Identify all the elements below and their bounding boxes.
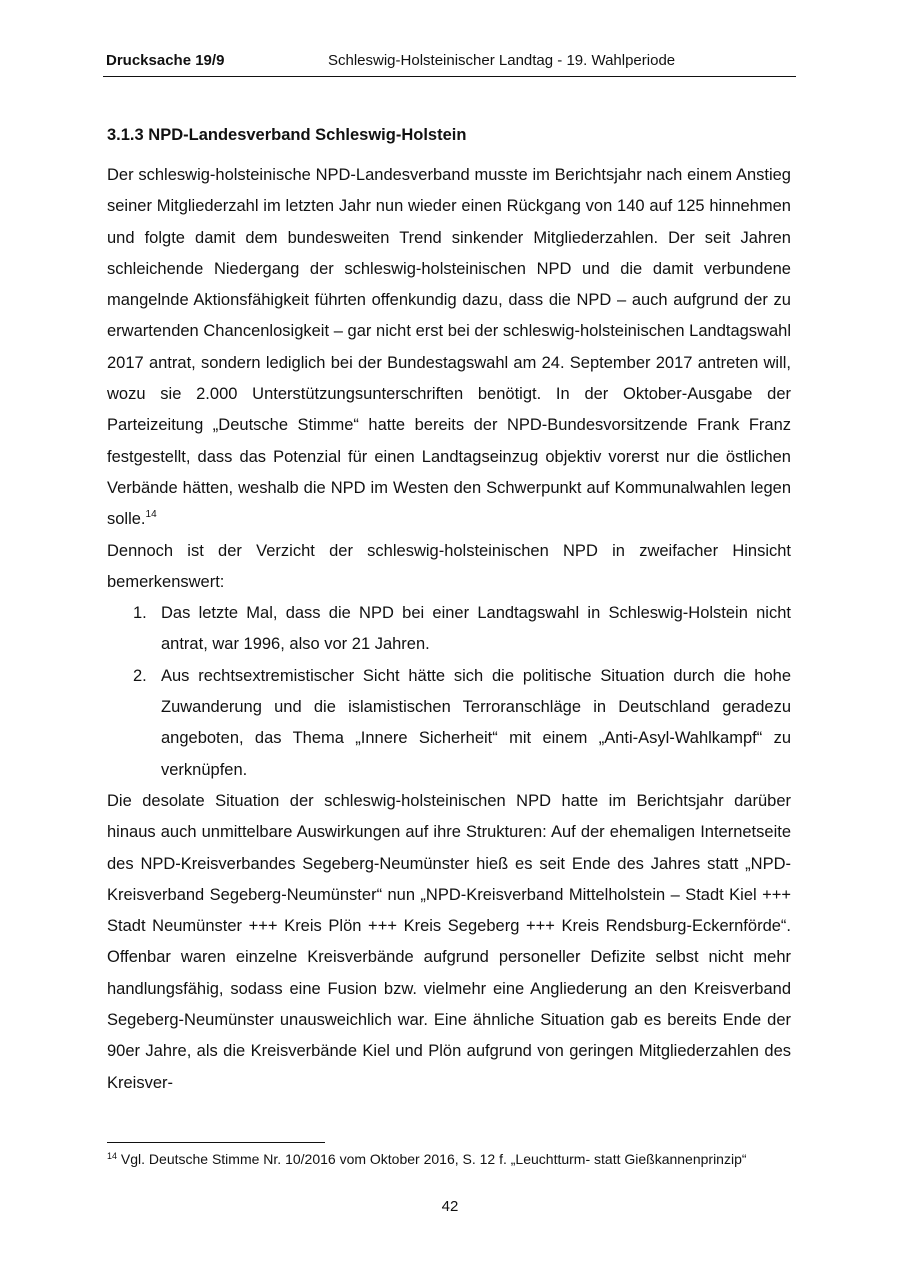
- list-item-text: Das letzte Mal, dass die NPD bei einer Landtagswahl in Schleswig-Holstein nicht antrat, war 1996, also vor 21 Jahren.: [161, 604, 791, 654]
- list-item: [107, 661, 791, 786]
- body-text: [107, 160, 791, 1099]
- list-item-number: 2.: [133, 666, 147, 685]
- footnote-text: Vgl. Deutsche Stimme Nr. 10/2016 vom Oktober 2016, S. 12 f. „Leuchtturm- statt Gießkannenprinzip“: [117, 1151, 747, 1167]
- list-item-number: 1.: [133, 604, 147, 623]
- paragraph-2: Dennoch ist der Verzicht der schleswig-holsteinischen NPD in zweifacher Hinsicht bemerkenswert:: [107, 541, 791, 591]
- footnote-reference: 14: [145, 509, 157, 521]
- footnote: [107, 1150, 791, 1169]
- footnote-divider: [107, 1142, 325, 1143]
- paragraph-3: Die desolate Situation der schleswig-holsteinischen NPD hatte im Berichtsjahr darüber hinaus auch unmittelbare Auswirkungen auf ihre Strukturen: Auf der ehemaligen Internetseite des NPD-Kreisverbandes Segeberg-Neumünster hieß es seit Ende des Jahres statt „NPD-Kreisverband Segeberg-Neumünster“ nun „NPD-Kreisverband Mittelholstein – Stadt Kiel +++ Stadt Neumünster +++ Kreis Plön +++ Kreis Segeberg +++ Kreis Rendsburg-Eckernförde“. Offenbar waren einzelne Kreisverbände aufgrund personeller Defizite selbst nicht mehr handlungsfähig, sodass eine Fusion bzw. vielmehr eine Angliederung an den Kreisverband Segeberg-Neumünster unausweichlich war. Eine ähnliche Situation gab es bereits Ende der 90er Jahre, als die Kreisverbände Kiel und Plön aufgrund von geringen Mitgliederzahlen des Kreisver-: [107, 791, 791, 1092]
- page-header: [104, 52, 796, 72]
- document-number: Drucksache 19/9: [106, 52, 225, 69]
- numbered-list: [107, 598, 791, 786]
- page-number: 42: [441, 1198, 459, 1215]
- list-item-text: Aus rechtsextremistischer Sicht hätte sich die politische Situation durch die hohe Zuwanderung und die islamistischen Terroranschläge in Deutschland geradezu angeboten, das Thema „Innere Sicherheit“ mit einem „Anti-Asyl-Wahlkampf“ zu verknüpfen.: [161, 666, 791, 779]
- paragraph-1-text: Der schleswig-holsteinische NPD-Landesverband musste im Berichtsjahr nach einem Anstieg seiner Mitgliederzahl im letzten Jahr nun wieder einen Rückgang von 140 auf 125 hinnehmen und folgte damit dem bundesweiten Trend sinkender Mitgliederzahlen. Der seit Jahren schleichende Niedergang der schleswig-holsteinischen NPD und die damit verbundene mangelnde Aktionsfähigkeit führten offenkundig dazu, dass die NPD – auch aufgrund der zu erwartenden Chancenlosigkeit – gar nicht erst bei der schleswig-holsteinischen Landtagswahl 2017 antrat, sondern lediglich bei der Bundestagswahl am 24. September 2017 antreten will, wozu sie 2.000 Unterstützungsunterschriften benötigt. In der Oktober-Ausgabe der Parteizeitung „Deutsche Stimme“ hatte bereits der NPD-Bundesvorsitzende Frank Franz festgestellt, dass das Potenzial für einen Landtagseinzug objektiv vorerst nur die östlichen Verbände hätten, weshalb die NPD im Westen den Schwerpunkt auf Kommunalwahlen legen solle.: [107, 166, 791, 529]
- paragraph-1: [107, 160, 791, 536]
- header-divider: [103, 76, 796, 77]
- section-heading: 3.1.3 NPD-Landesverband Schleswig-Holstein: [107, 126, 467, 144]
- header-title: Schleswig-Holsteinischer Landtag - 19. Wahlperiode: [328, 52, 676, 69]
- footnote-number: 14: [107, 1151, 118, 1161]
- list-item: [107, 598, 791, 661]
